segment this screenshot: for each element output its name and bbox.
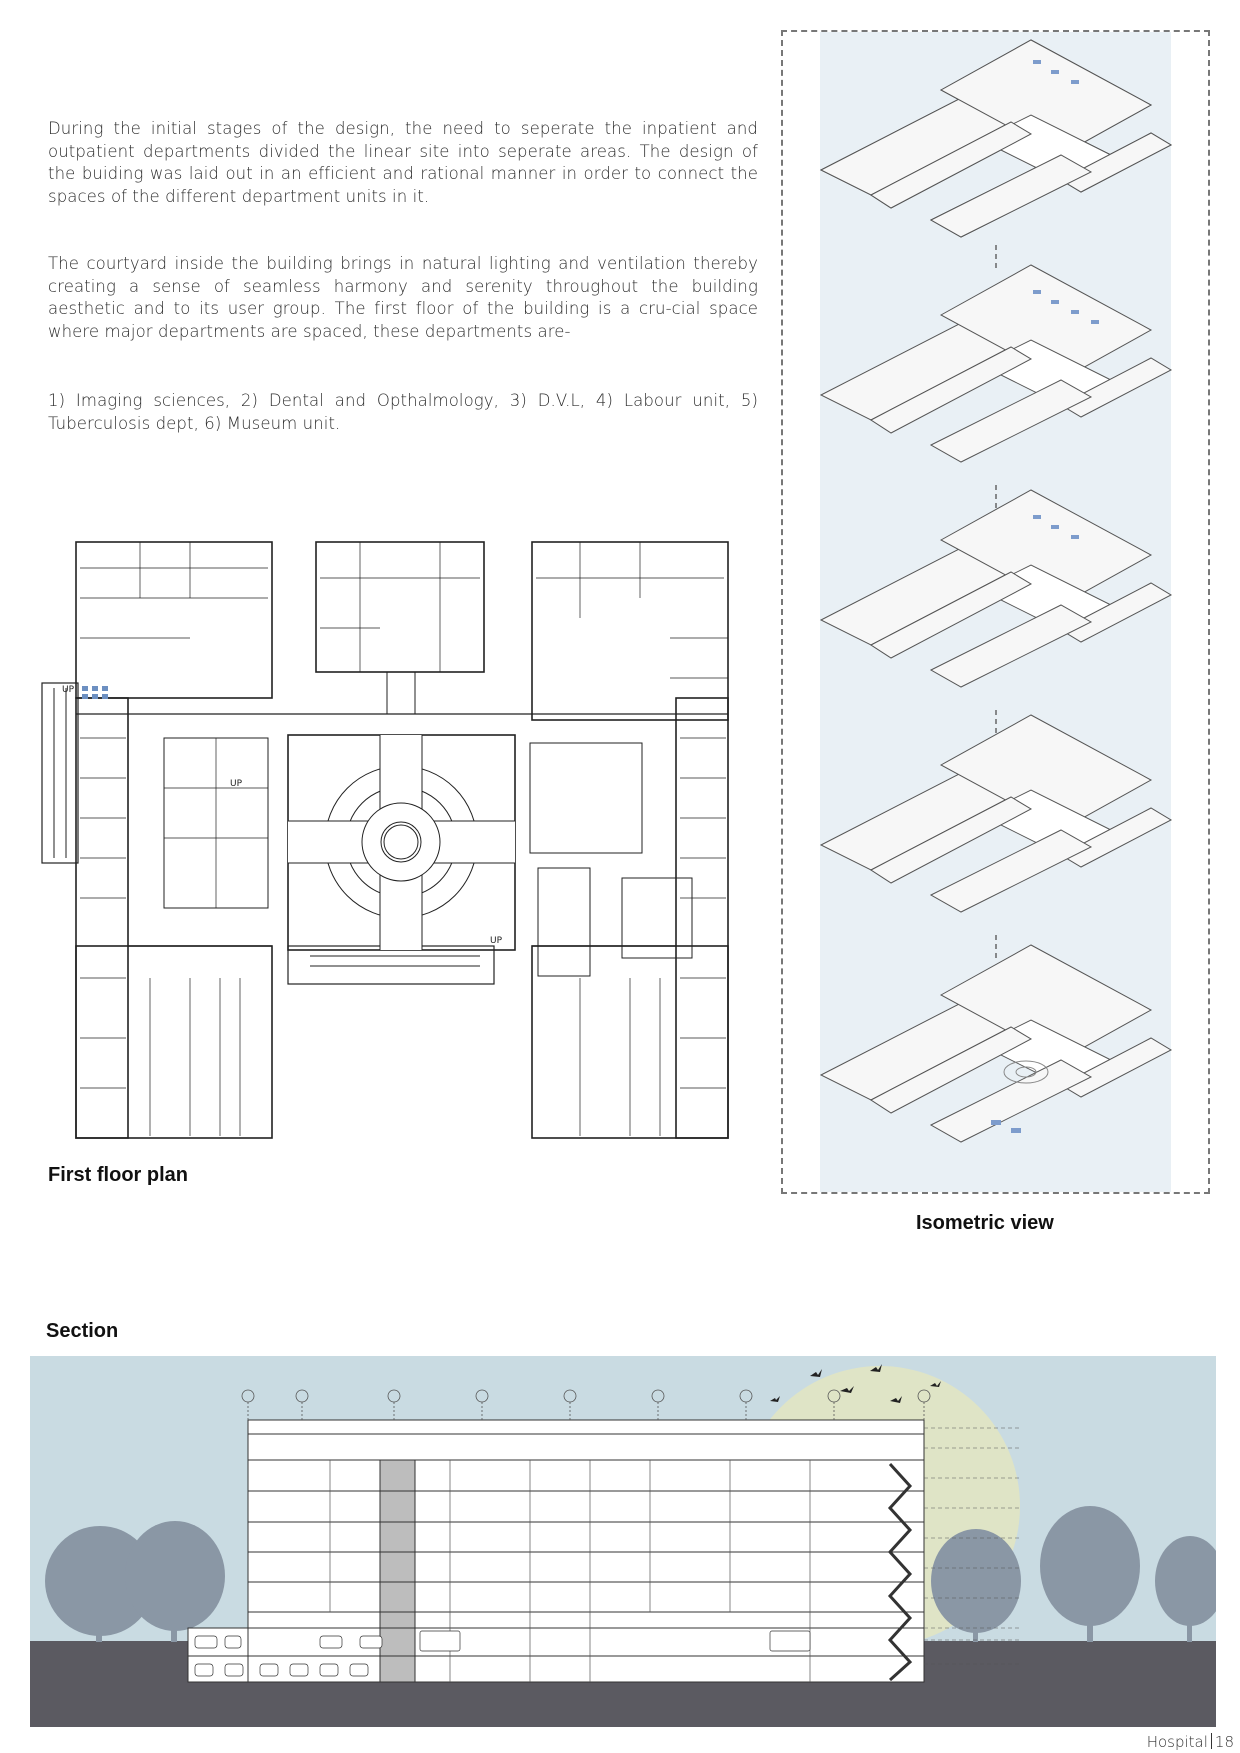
stair-up-label: UP	[490, 936, 503, 946]
footer-label: Hospital	[1146, 1733, 1208, 1751]
stair-up-label: UP	[230, 779, 243, 789]
footer-divider	[1211, 1733, 1212, 1749]
paragraph-3: 1) Imaging sciences, 2) Dental and Opthalmology, 3) D.V.L, 4) Labour unit, 5) Tuberculosis dept, 6) Museum unit.	[48, 391, 758, 433]
section-caption: Section	[46, 1320, 119, 1342]
courtyard-paragraph	[48, 253, 758, 343]
page-footer	[1147, 1733, 1234, 1751]
first-floor-plan-drawing	[40, 538, 740, 1148]
isometric-caption: Isometric view	[916, 1212, 1054, 1234]
page-number: 18	[1214, 1733, 1234, 1751]
isometric-drawing	[781, 30, 1212, 1196]
intro-paragraph	[48, 118, 758, 208]
stair-up-label: UP	[62, 685, 75, 695]
departments-paragraph	[48, 390, 758, 435]
section-drawing	[30, 1356, 1216, 1727]
paragraph-1: During the initial stages of the design, the need to seperate the inpatient and outpatient departments divided the linear site into seperate areas. The design of the buiding was laid out in an efficient and rational manner in order to connect the spaces of the different department units in it.	[48, 119, 758, 206]
paragraph-2: The courtyard inside the building brings in natural lighting and ventilation thereby creating a sense of seamless harmony and serenity throughout the building aesthetic and to its user group. The first floor of the building is a cru-cial space where major departments are spaced, these departments are-	[48, 254, 758, 341]
floor-plan-caption: First floor plan	[48, 1164, 188, 1186]
